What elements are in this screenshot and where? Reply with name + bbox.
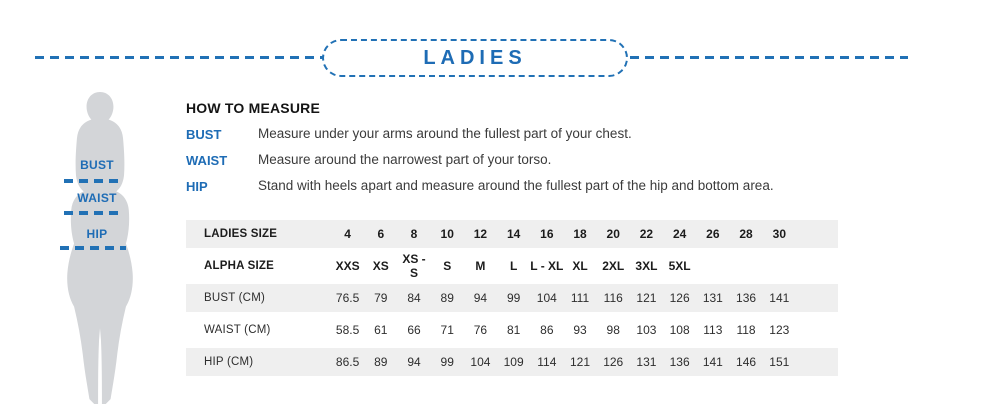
table-cell: 99 bbox=[497, 284, 530, 312]
table-cell: 86.5 bbox=[331, 348, 364, 376]
table-cell: 94 bbox=[397, 348, 430, 376]
table-cell: 20 bbox=[597, 220, 630, 248]
row-label: ALPHA SIZE bbox=[204, 260, 274, 272]
row-spacer bbox=[796, 252, 838, 280]
table-cell: 4 bbox=[331, 220, 364, 248]
figure-hip-line bbox=[60, 246, 126, 250]
table-cell: 126 bbox=[597, 348, 630, 376]
table-cell: 104 bbox=[464, 348, 497, 376]
table-cell: 111 bbox=[563, 284, 596, 312]
table-cell: 121 bbox=[630, 284, 663, 312]
table-cell: 93 bbox=[573, 323, 587, 337]
table-cell: 79 bbox=[364, 284, 397, 312]
size-table-body bbox=[186, 220, 838, 376]
row-spacer bbox=[796, 316, 838, 344]
table-cell: XS - S bbox=[402, 252, 426, 280]
figure-hip-label: HIP bbox=[86, 227, 108, 241]
table-cell: 103 bbox=[636, 323, 657, 337]
how-to-measure-title: HOW TO MEASURE bbox=[186, 100, 320, 116]
table-cell: 2XL bbox=[602, 259, 625, 273]
table-cell: S bbox=[443, 259, 452, 273]
table-cell: 3XL bbox=[635, 259, 658, 273]
row-label: WAIST (CM) bbox=[204, 324, 271, 336]
table-cell: 94 bbox=[464, 284, 497, 312]
row-spacer bbox=[796, 220, 838, 248]
table-cell: 30 bbox=[763, 220, 796, 248]
table-cell bbox=[729, 252, 762, 280]
table-cell: 109 bbox=[497, 348, 530, 376]
bust-description: Measure under your arms around the fullest part of your chest. bbox=[258, 126, 632, 141]
table-cell: 18 bbox=[563, 220, 596, 248]
table-cell: 61 bbox=[374, 323, 388, 337]
table-row bbox=[186, 220, 838, 248]
row-label: HIP (CM) bbox=[186, 348, 331, 376]
table-cell: 76 bbox=[473, 323, 488, 337]
table-cell: 10 bbox=[431, 220, 464, 248]
bust-label: BUST bbox=[186, 127, 222, 142]
table-cell: 123 bbox=[769, 323, 790, 337]
table-cell bbox=[763, 252, 796, 280]
table-cell: 71 bbox=[440, 323, 454, 337]
table-cell: 76.5 bbox=[331, 284, 364, 312]
header-dash-line-left bbox=[35, 56, 323, 59]
table-cell: XS bbox=[372, 259, 389, 273]
hip-description: Stand with heels apart and measure around the fullest part of the hip and bottom area. bbox=[258, 178, 774, 193]
table-cell: 131 bbox=[696, 284, 729, 312]
table-cell: 136 bbox=[663, 348, 696, 376]
table-cell: XXS bbox=[335, 259, 360, 273]
table-cell: 104 bbox=[530, 284, 563, 312]
table-row bbox=[186, 348, 838, 376]
ladies-section-header bbox=[322, 39, 628, 77]
table-cell: 131 bbox=[630, 348, 663, 376]
table-cell: XL bbox=[572, 259, 588, 273]
table-cell: 151 bbox=[763, 348, 796, 376]
table-cell: 14 bbox=[497, 220, 530, 248]
table-cell: 108 bbox=[669, 323, 690, 337]
how-to-measure-section bbox=[186, 100, 976, 194]
table-cell: 86 bbox=[540, 323, 554, 337]
table-cell: 113 bbox=[703, 323, 723, 337]
table-cell: 141 bbox=[696, 348, 729, 376]
size-table bbox=[186, 216, 838, 380]
table-cell: 22 bbox=[630, 220, 663, 248]
table-cell: 89 bbox=[364, 348, 397, 376]
table-cell: 114 bbox=[530, 348, 563, 376]
table-cell: M bbox=[475, 259, 486, 273]
table-cell: 98 bbox=[606, 323, 620, 337]
figure-waist-label: WAIST bbox=[77, 191, 117, 205]
table-cell: L - XL bbox=[530, 259, 564, 273]
table-cell: 81 bbox=[506, 323, 521, 337]
table-row bbox=[186, 316, 838, 344]
table-cell: 146 bbox=[729, 348, 762, 376]
measure-row-bust bbox=[186, 126, 976, 142]
measure-row-waist bbox=[186, 152, 976, 168]
table-cell: 136 bbox=[729, 284, 762, 312]
row-spacer bbox=[796, 284, 838, 312]
measure-row-hip bbox=[186, 178, 976, 194]
table-cell: 141 bbox=[763, 284, 796, 312]
row-label: BUST (CM) bbox=[186, 284, 331, 312]
table-cell: 12 bbox=[464, 220, 497, 248]
table-cell: 84 bbox=[397, 284, 430, 312]
waist-description: Measure around the narrowest part of your torso. bbox=[258, 152, 552, 167]
table-cell: 116 bbox=[597, 284, 630, 312]
table-cell: 66 bbox=[407, 323, 421, 337]
measurement-figure bbox=[52, 90, 148, 405]
table-cell: 28 bbox=[729, 220, 762, 248]
hip-label: HIP bbox=[186, 179, 208, 194]
table-cell: 26 bbox=[696, 220, 729, 248]
table-cell: 8 bbox=[397, 220, 430, 248]
table-cell bbox=[696, 252, 729, 280]
header-dash-line-right bbox=[630, 56, 908, 59]
figure-bust-label: BUST bbox=[80, 158, 114, 172]
table-row bbox=[186, 284, 838, 312]
row-label: LADIES SIZE bbox=[186, 220, 331, 248]
figure-bust-line bbox=[64, 179, 120, 183]
figure-waist-line bbox=[64, 211, 120, 215]
page-title: LADIES bbox=[423, 46, 527, 69]
table-cell: 126 bbox=[663, 284, 696, 312]
table-cell: 118 bbox=[736, 323, 756, 337]
size-table-section bbox=[186, 216, 838, 380]
table-cell: 89 bbox=[431, 284, 464, 312]
waist-label: WAIST bbox=[186, 153, 228, 168]
table-cell: L bbox=[509, 259, 518, 273]
table-cell: 24 bbox=[663, 220, 696, 248]
row-spacer bbox=[796, 348, 838, 376]
table-cell: 121 bbox=[563, 348, 596, 376]
table-cell: 99 bbox=[431, 348, 464, 376]
table-cell: 6 bbox=[364, 220, 397, 248]
table-cell: 5XL bbox=[668, 259, 691, 273]
table-cell: 58.5 bbox=[335, 323, 360, 337]
table-row bbox=[186, 252, 838, 280]
table-cell: 16 bbox=[530, 220, 563, 248]
